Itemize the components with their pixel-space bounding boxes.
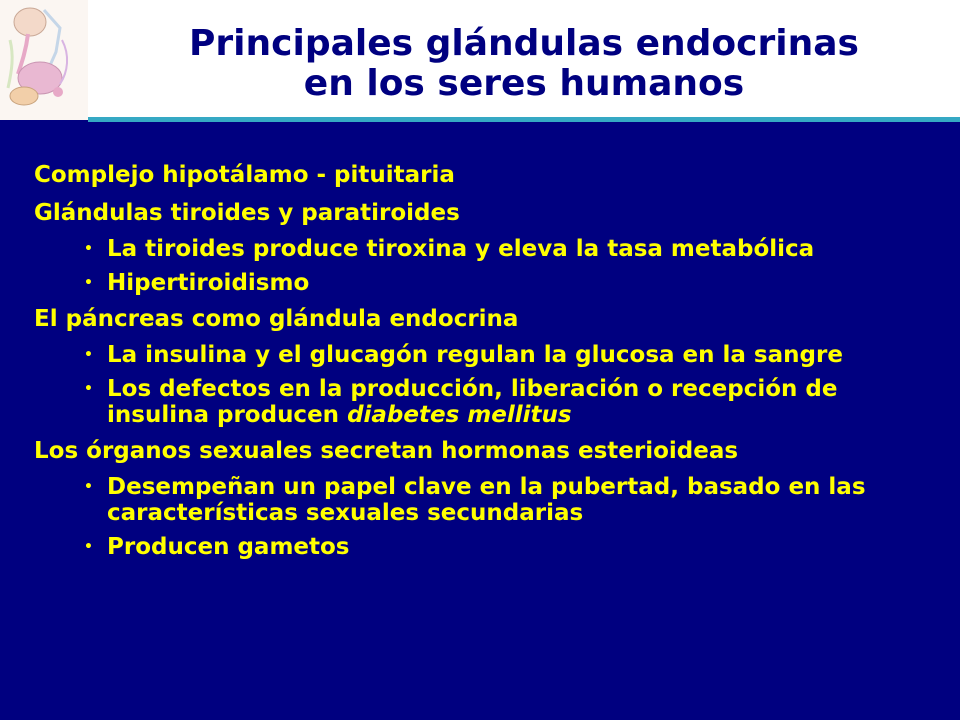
bullet-text: La tiroides produce tiroxina y eleva la tasa metabólica <box>107 236 815 262</box>
bullet-marker: • <box>84 241 93 257</box>
bullet-text-italic: diabetes mellitus <box>347 402 572 428</box>
bullet-insulin-glucagon <box>34 342 944 368</box>
bullet-thyroxine <box>34 236 944 262</box>
bullet-marker: • <box>84 539 93 555</box>
heading-thyroid-parathyroid: Glándulas tiroides y paratiroides <box>34 200 460 226</box>
heading-sex-organs: Los órganos sexuales secretan hormonas esterioideas <box>34 438 739 464</box>
anatomy-illustration-svg <box>0 0 88 120</box>
bullet-marker: • <box>84 381 93 397</box>
bullet-insulin-defects <box>34 376 944 428</box>
title-line-1: Principales glándulas endocrinas <box>189 23 859 64</box>
heading-hypothalamus-pituitary: Complejo hipotálamo - pituitaria <box>34 162 455 188</box>
bullet-marker: • <box>84 275 93 291</box>
bullet-hyperthyroidism <box>34 270 944 296</box>
slide-content <box>34 160 944 568</box>
endocrine-anatomy-illustration-icon <box>0 0 88 120</box>
slide-title <box>88 0 960 104</box>
bullet-marker: • <box>84 479 93 495</box>
bullet-text: Los defectos en la producción, liberación o recepción de insulina producen <box>107 376 838 428</box>
title-band <box>88 0 960 120</box>
bullet-text: La insulina y el glucagón regulan la glucosa en la sangre <box>107 342 843 368</box>
bullet-marker: • <box>84 347 93 363</box>
bullet-text: Desempeñan un papel clave en la pubertad, basado en las características sexuales secundarias <box>107 474 866 526</box>
bullet-text: Producen gametos <box>107 534 350 560</box>
title-line-2: en los seres humanos <box>303 63 745 104</box>
bullet-puberty <box>34 474 944 526</box>
bullet-gametes <box>34 534 944 560</box>
bullet-text: Hipertiroidismo <box>107 270 310 296</box>
heading-pancreas: El páncreas como glándula endocrina <box>34 306 519 332</box>
title-divider <box>88 117 960 122</box>
